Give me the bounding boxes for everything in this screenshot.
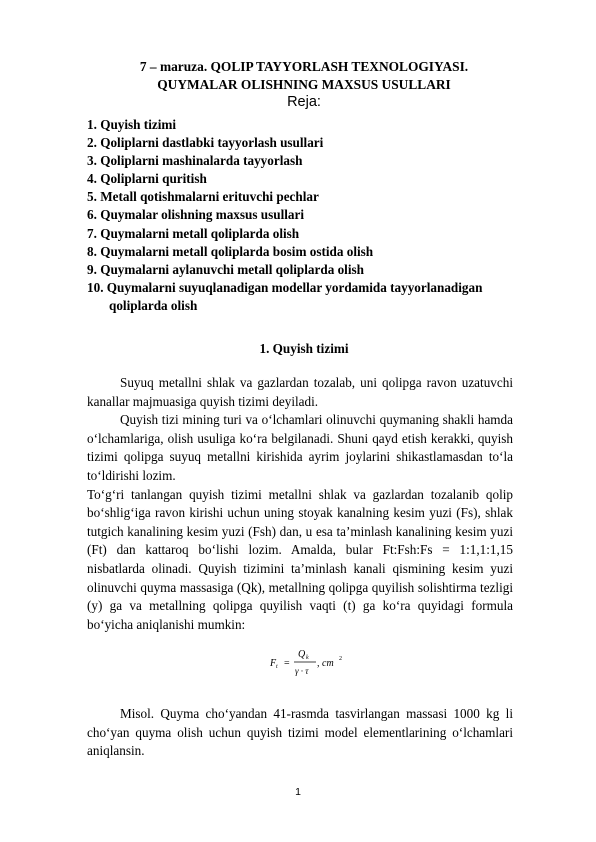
toc-item: 2. Qoliplarni dastlabki tayyorlash usullari [87,135,324,151]
toc-item: 9. Quymalarni aylanuvchi metall qoliplarda olish [87,261,364,277]
paragraph-4: Misol. Quyma cho‘yandan 41-rasmda tasvirlangan massasi 1000 kg li cho‘yan quyma olish uchun quyish tizimi model elementlarining o‘lchamlari aniqlansin. [87,706,513,759]
toc-item: 4. Qoliplarni quritish [87,171,207,187]
paragraph-2: Quyish tizi mining turi va o‘lchamlari olinuvchi quymaning shakli hamda o‘lchamlariga, olish usuliga ko‘ra belgilanadi. Shuni qayd etish kerakki, quyish tizimi qolipga suyuq metallni kirishida ayrim joylarini shikastlamasdan to‘la to‘ldirishi lozim. [87,412,513,483]
toc-item: 10. Quymalarni suyuqlanadigan modellar yordamida tayyorlanadigan [87,279,483,295]
formula-lhs-sub: t [276,664,278,670]
toc-item: 7. Quymalarni metall qoliplarda olish [87,225,300,241]
formula-lhs: F [270,658,277,669]
section-heading: 1. Quyish tizimi [259,341,349,356]
toc-item: 6. Quymalar olishning maxsus usullari [87,207,305,223]
toc-item: 5. Metall qotishmalarni erituvchi pechlar [87,189,319,205]
formula-denominator: γ · τ [295,666,309,676]
toc-item: 1. Quyish tizimi [87,117,177,132]
formula [268,646,358,680]
formula-numerator: Q [298,649,306,660]
formula-equals: = [284,658,290,669]
page-number: 1 [295,786,301,798]
toc-item-continuation: qoliplarda olish [109,297,198,313]
toc-item: 3. Qoliplarni mashinalarda tayyorlash [87,153,303,169]
toc-item: 8. Quymalarni metall qoliplarda bosim ostida olish [87,243,374,259]
plan-heading: Reja: [287,94,321,110]
formula-unit: , cm [317,658,334,669]
paragraph-1: Suyuq metallni shlak va gazlardan tozalab, uni qolipga ravon uzatuvchi kanallar majmuasiga quyish tizimi deyiladi. [87,375,513,409]
paragraph-3: To‘g‘ri tanlangan quyish tizimi metallni shlak va gazlardan tozalanib qolip bo‘shlig‘iga ravon kirishi uchun uning stoyak kanalning kesim yuzi (Fs), shlak tutgich kanalining kesim yuzi (Fsh) dan, u esa ta’minlash kanalining kesim yuzi (Ft) dan kattaroq bo‘lishi lozim. Amalda, bular Ft:Fsh:Fs = 1:1,1:1,15 nisbatlarda olinadi. Quyish tizimini ta’minlash kanali qismining kesim yuzi olinuvchi quyma massasiga (Qk), metallning qolipga quyilish solishtirma tezligi (y) ga va metallning qolipga quyilish vaqti (t) ga ko‘ra quyidagi formula bo‘yicha aniqlanishi mumkin: [87,486,513,632]
body-text [87,374,513,634]
formula-numerator-sub: k [306,655,309,661]
table-of-contents [87,116,527,315]
formula-unit-sup: 2 [339,656,342,662]
document-title-line-2: QUYMALAR OLISHNING MAXSUS USULLARI [157,77,451,92]
document-title-line-1: 7 – maruza. QOLIP TAYYORLASH TEXNOLOGIYASI. [139,59,469,74]
body-text-example [87,705,513,761]
